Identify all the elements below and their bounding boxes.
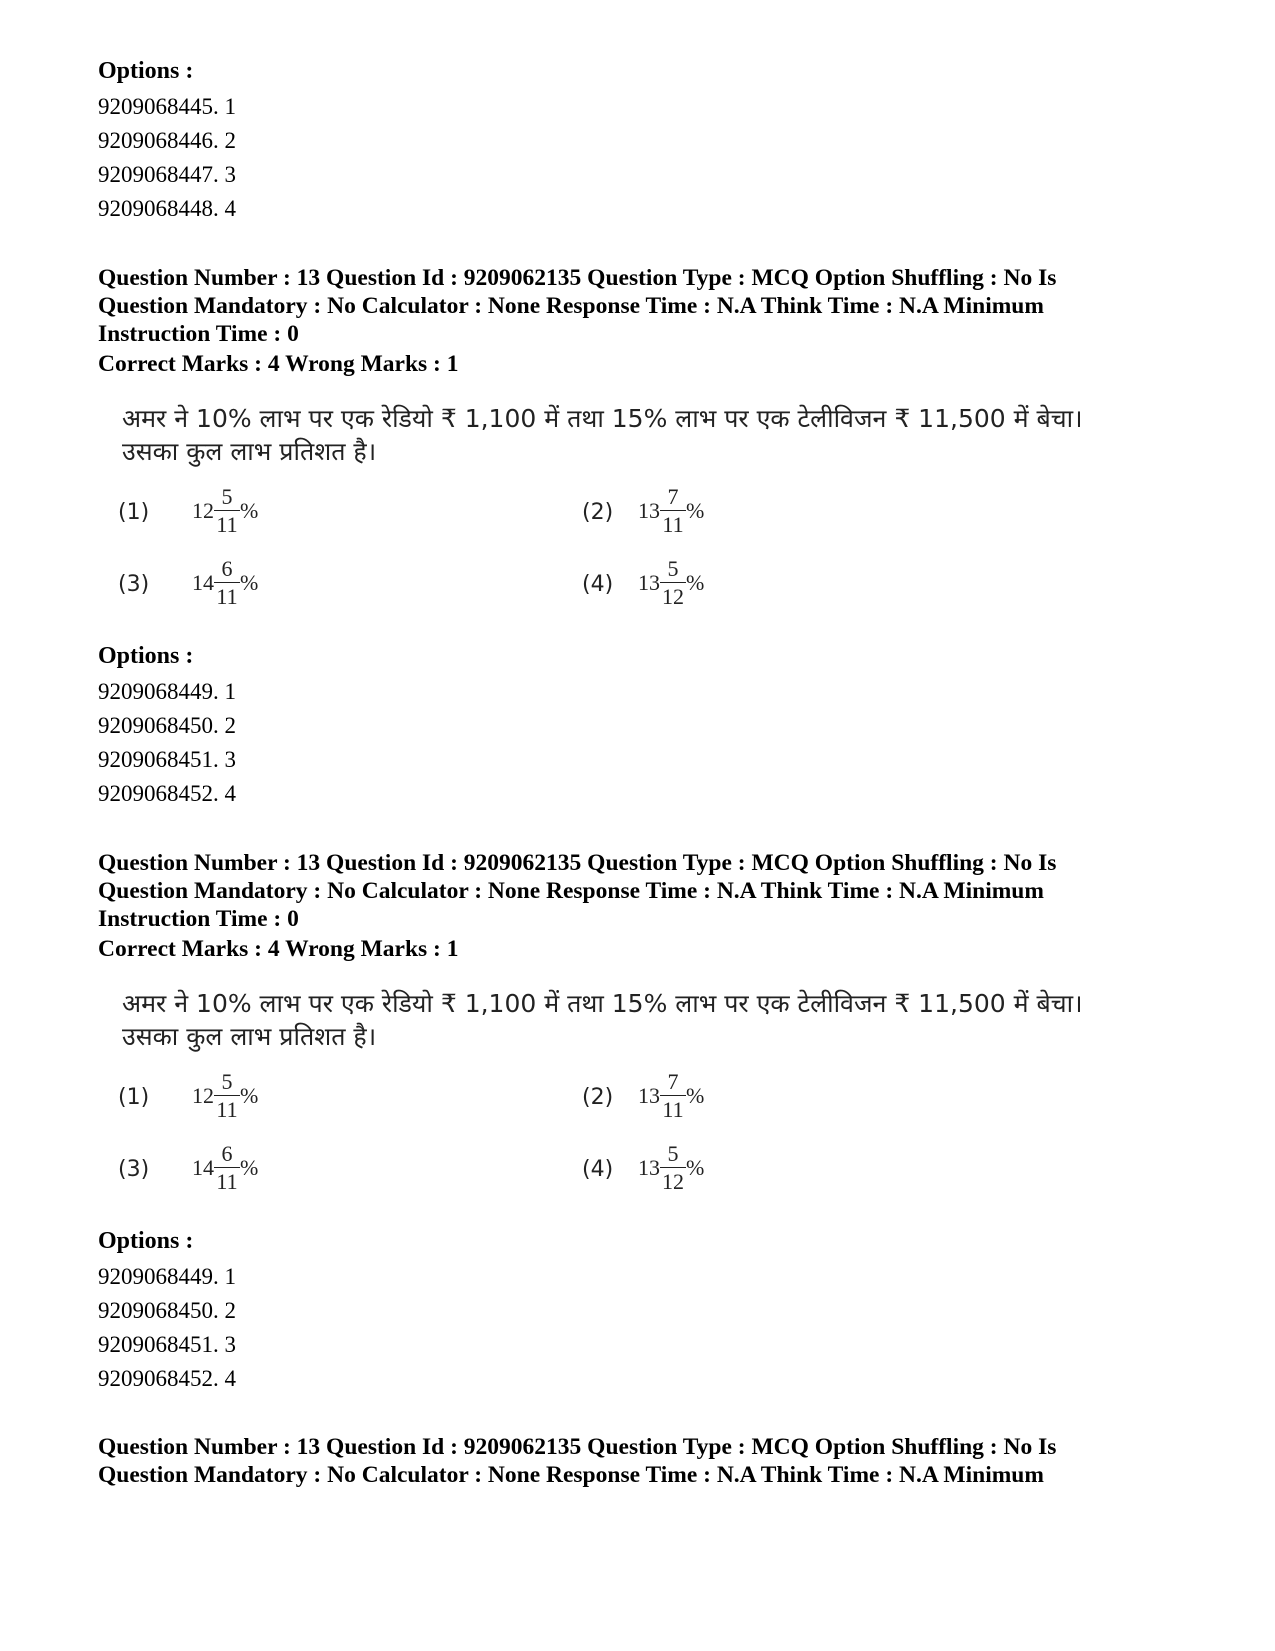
option-item: 9209068451. 3 — [98, 1332, 236, 1357]
fraction-denominator: 12 — [662, 1169, 684, 1194]
choice-label: (3) — [118, 572, 150, 597]
marks-text: Correct Marks : 4 Wrong Marks : 1 — [98, 351, 459, 377]
option-item: 9209068447. 3 — [98, 162, 236, 187]
fraction-bar — [660, 1095, 686, 1096]
fraction-denominator: 11 — [216, 584, 238, 609]
percent-sign: % — [240, 570, 259, 595]
fraction-numerator: 5 — [221, 1069, 233, 1094]
question-meta — [98, 264, 1188, 348]
question-text: अमर ने 10% लाभ पर एक रेडियो ₹ 1,100 में तथा 15% लाभ पर एक टेलीविजन ₹ 11,500 में बेचा। उसका कुल लाभ प्रतिशत है। — [122, 989, 1083, 1051]
options-list — [98, 1260, 236, 1396]
fraction-numerator: 7 — [667, 1069, 679, 1094]
marks-text: Correct Marks : 4 Wrong Marks : 1 — [98, 936, 459, 962]
fraction-whole: 12 — [192, 1083, 214, 1108]
options-block — [98, 1228, 236, 1396]
option-item: 9209068450. 2 — [98, 713, 236, 738]
fraction-denominator: 11 — [216, 1097, 238, 1122]
option-item: 9209068445. 1 — [98, 94, 236, 119]
fraction-numerator: 6 — [221, 1141, 233, 1166]
fraction-denominator: 11 — [662, 1097, 684, 1122]
fraction-whole: 14 — [192, 1155, 214, 1180]
fraction-whole: 13 — [638, 1083, 660, 1108]
question-image — [98, 402, 1178, 630]
percent-sign: % — [240, 1155, 259, 1180]
fraction-numerator: 5 — [221, 484, 233, 509]
option-item: 9209068448. 4 — [98, 196, 236, 221]
fraction-denominator: 11 — [216, 512, 238, 537]
fraction-bar — [214, 1167, 240, 1168]
fraction-denominator: 11 — [662, 512, 684, 537]
fraction-bar — [214, 1095, 240, 1096]
choice-label: (4) — [582, 1157, 614, 1182]
question-image — [98, 987, 1178, 1215]
question-marks — [98, 350, 459, 378]
fraction-whole: 12 — [192, 498, 214, 523]
options-list — [98, 675, 236, 811]
question-meta-text: Question Number : 13 Question Id : 9209062135 Question Type : MCQ Option Shuffling : No Is Question Mandatory : No Calculator : None Response Time : N.A Think Time : N.A Minimum Instruction Time : 0 — [98, 265, 1057, 347]
options-block-top — [98, 58, 236, 226]
question-meta-text: Question Number : 13 Question Id : 9209062135 Question Type : MCQ Option Shuffling : No Is Question Mandatory : No Calculator : None Response Time : N.A Think Time : N.A Minimum — [98, 1434, 1057, 1488]
question-meta — [98, 1433, 1188, 1489]
choice-label: (1) — [118, 500, 150, 525]
option-item: 9209068451. 3 — [98, 747, 236, 772]
percent-sign: % — [240, 498, 259, 523]
option-item: 9209068452. 4 — [98, 781, 236, 806]
fraction-numerator: 7 — [667, 484, 679, 509]
options-list — [98, 90, 236, 226]
percent-sign: % — [240, 1083, 259, 1108]
choice-label: (4) — [582, 572, 614, 597]
options-heading: Options : — [98, 1228, 194, 1254]
fraction-whole: 13 — [638, 1155, 660, 1180]
option-item: 9209068450. 2 — [98, 1298, 236, 1323]
choice-label: (1) — [118, 1085, 150, 1110]
percent-sign: % — [686, 1155, 705, 1180]
option-item: 9209068446. 2 — [98, 128, 236, 153]
choice-label: (2) — [582, 1085, 614, 1110]
option-item: 9209068449. 1 — [98, 1264, 236, 1289]
fraction-whole: 13 — [638, 570, 660, 595]
percent-sign: % — [686, 570, 705, 595]
choice-label: (2) — [582, 500, 614, 525]
question-marks — [98, 935, 459, 963]
percent-sign: % — [686, 1083, 705, 1108]
question-text: अमर ने 10% लाभ पर एक रेडियो ₹ 1,100 में तथा 15% लाभ पर एक टेलीविजन ₹ 11,500 में बेचा। उसका कुल लाभ प्रतिशत है। — [122, 404, 1083, 466]
options-heading: Options : — [98, 58, 194, 84]
option-item: 9209068452. 4 — [98, 1366, 236, 1391]
fraction-numerator: 6 — [221, 556, 233, 581]
fraction-denominator: 12 — [662, 584, 684, 609]
choice-label: (3) — [118, 1157, 150, 1182]
question-meta-text: Question Number : 13 Question Id : 9209062135 Question Type : MCQ Option Shuffling : No Is Question Mandatory : No Calculator : None Response Time : N.A Think Time : N.A Minimum Instruction Time : 0 — [98, 850, 1057, 932]
options-block — [98, 643, 236, 811]
fraction-bar — [660, 510, 686, 511]
fraction-whole: 14 — [192, 570, 214, 595]
fraction-numerator: 5 — [667, 1141, 679, 1166]
fraction-denominator: 11 — [216, 1169, 238, 1194]
question-meta — [98, 849, 1188, 933]
percent-sign: % — [686, 498, 705, 523]
fraction-numerator: 5 — [667, 556, 679, 581]
fraction-bar — [214, 510, 240, 511]
option-item: 9209068449. 1 — [98, 679, 236, 704]
fraction-whole: 13 — [638, 498, 660, 523]
options-heading: Options : — [98, 643, 194, 669]
fraction-bar — [660, 582, 686, 583]
fraction-bar — [660, 1167, 686, 1168]
fraction-bar — [214, 582, 240, 583]
